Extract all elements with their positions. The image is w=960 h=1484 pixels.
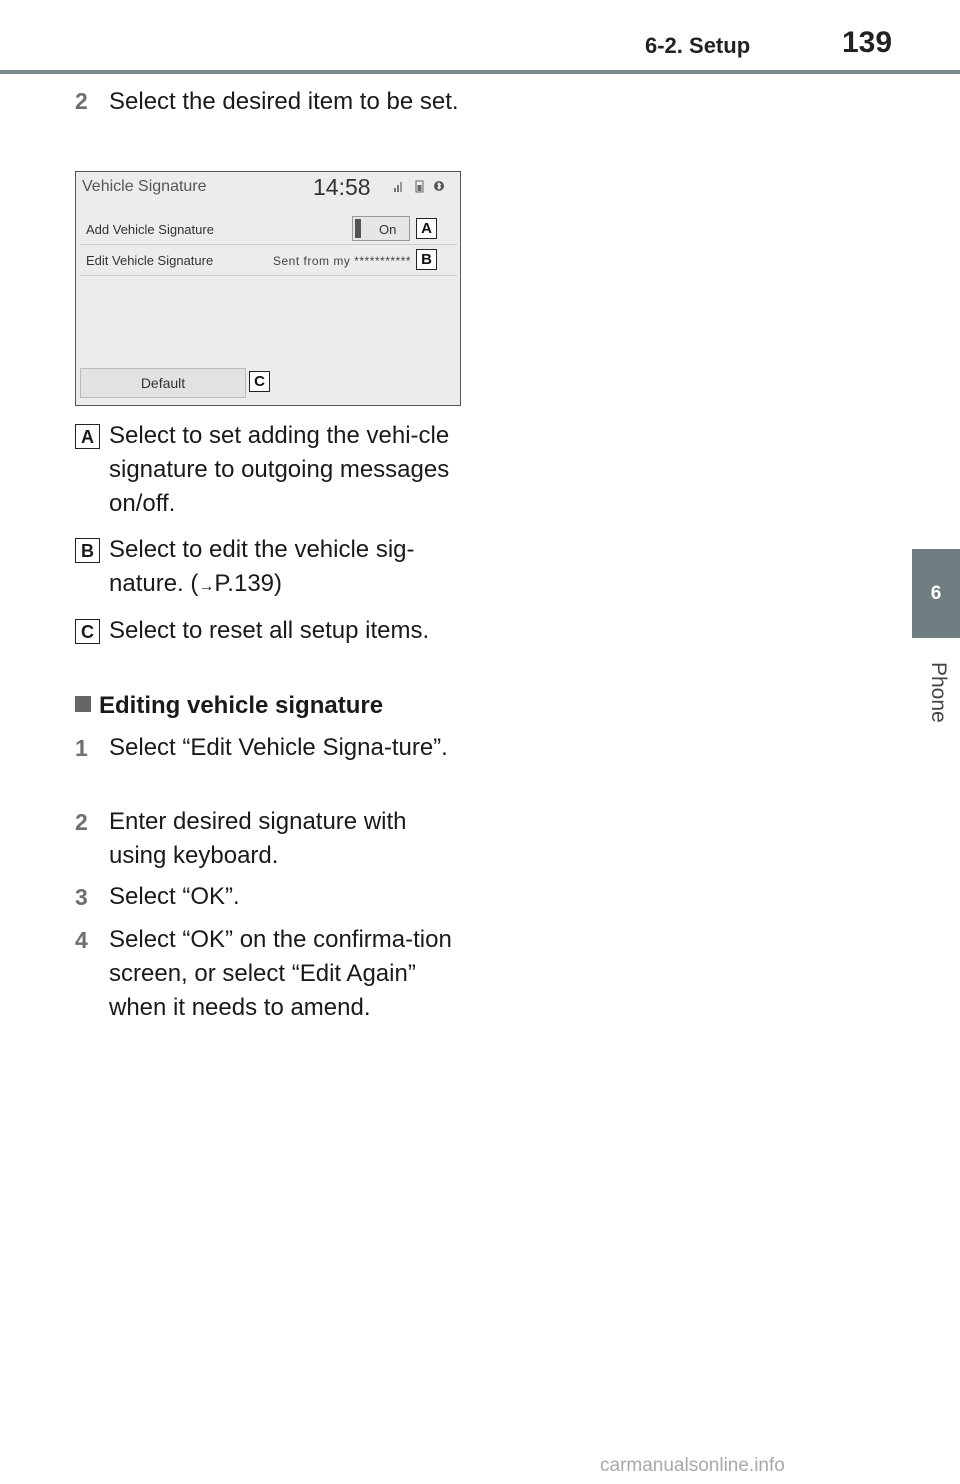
badge-a: A <box>75 424 100 449</box>
signature-value: Sent from my *********** <box>273 254 412 268</box>
page-number: 139 <box>842 26 893 59</box>
watermark: carmanualsonline.info <box>600 1455 785 1476</box>
legend-item-c <box>75 614 460 648</box>
chapter-tab <box>912 549 960 638</box>
step-text: Select “OK” on the confirma-tion screen, or select “Edit Again” when it needs to amend. <box>109 926 452 1021</box>
badge-b: B <box>75 538 100 563</box>
battery-icon <box>416 181 423 192</box>
section-title: 6-2. Setup <box>645 33 751 58</box>
step-text: Select “Edit Vehicle Signa-ture”. <box>109 734 448 761</box>
row-label: Add Vehicle Signature <box>86 222 214 237</box>
step-number: 3 <box>75 884 88 910</box>
screen-clock: 14:58 <box>313 174 371 200</box>
toggle-indicator <box>355 219 361 238</box>
section-heading-text: Editing vehicle signature <box>99 692 384 719</box>
step-2 <box>75 805 460 873</box>
step-number: 4 <box>75 927 88 953</box>
legend-text-before: Select to edit the vehicle sig-nature. ( <box>109 536 415 597</box>
arrow-icon: → <box>198 578 215 595</box>
add-vehicle-signature-row[interactable] <box>80 214 458 245</box>
step-text: Select “OK”. <box>109 883 240 910</box>
callout-c: C <box>249 371 270 392</box>
screen-title: Vehicle Signature <box>82 178 207 195</box>
section-heading <box>75 692 383 720</box>
chapter-label: Phone <box>927 662 950 723</box>
legend-text <box>75 533 460 604</box>
bluetooth-icon <box>434 181 444 191</box>
toggle-state: On <box>379 222 397 237</box>
signal-icon <box>394 182 402 192</box>
signature-toggle[interactable] <box>352 216 410 241</box>
header-divider <box>0 70 960 74</box>
badge-c: C <box>75 619 100 644</box>
row-label: Edit Vehicle Signature <box>86 253 214 268</box>
square-bullet-icon <box>75 696 91 712</box>
step-number: 2 <box>75 809 88 835</box>
step-4 <box>75 923 460 1025</box>
step-text: Enter desired signature with using keyboard. <box>109 808 407 869</box>
step-3 <box>75 880 460 914</box>
step-number: 2 <box>75 88 88 114</box>
callout-a: A <box>416 218 437 239</box>
step-text: Select the desired item to be set. <box>109 88 459 115</box>
legend-text: Select to set adding the vehi-cle signature to outgoing messages on/off. <box>109 422 450 517</box>
page-reference: P.139) <box>214 570 283 597</box>
chapter-number: 6 <box>930 582 942 604</box>
step-1 <box>75 731 460 765</box>
edit-vehicle-signature-row[interactable] <box>80 245 458 276</box>
default-button[interactable]: Default <box>80 368 246 398</box>
step-number: 1 <box>75 735 88 761</box>
status-icons <box>394 179 454 193</box>
intro-step <box>75 85 460 118</box>
legend-item-a <box>75 419 460 521</box>
callout-b: B <box>416 249 437 270</box>
legend-text: Select to reset all setup items. <box>109 617 430 644</box>
legend-item-b <box>75 533 460 604</box>
vehicle-signature-screen <box>75 171 461 406</box>
